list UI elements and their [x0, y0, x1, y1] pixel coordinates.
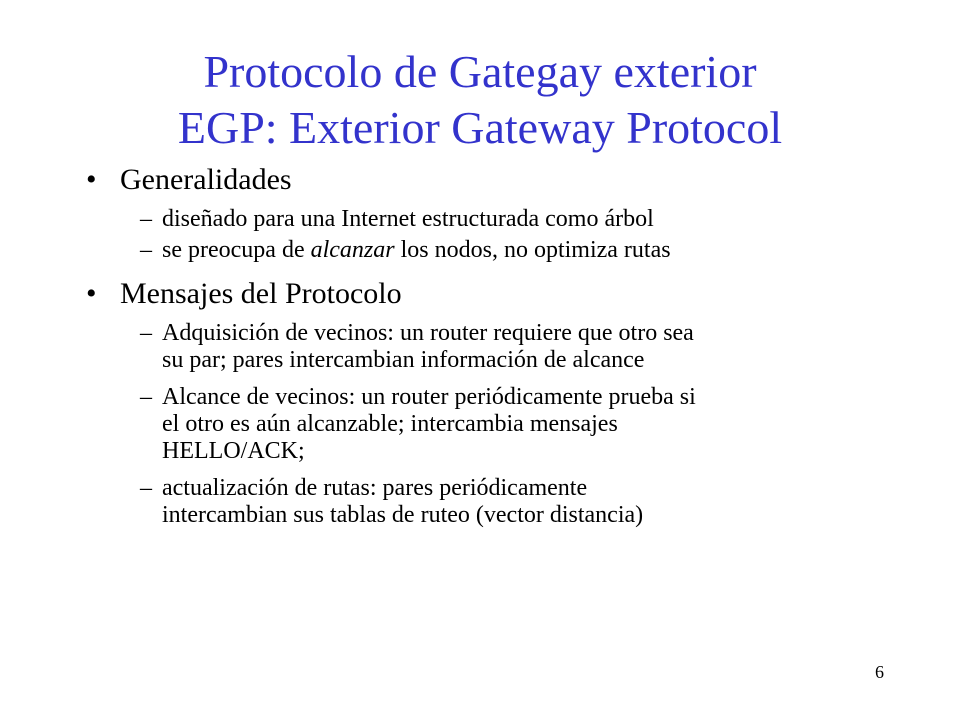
- sub-item-text: diseñado para una Internet estructurada como árbol: [162, 206, 654, 232]
- sub-list-mensajes: [86, 320, 886, 529]
- sub-item: [86, 206, 886, 233]
- bullet-icon: •: [86, 163, 97, 196]
- sub-item: [86, 320, 886, 374]
- dash-icon: –: [140, 206, 152, 232]
- page-number: 6: [875, 662, 884, 682]
- sub-item-line: HELLO/ACK;: [162, 438, 305, 464]
- slide-title-line-1: Protocolo de Gategay exterior: [203, 46, 757, 97]
- sub-item-emphasis: alcanzar: [310, 237, 395, 263]
- bullet-heading: Mensajes del Protocolo: [120, 277, 402, 310]
- dash-icon: –: [140, 320, 152, 346]
- bullet-icon: •: [86, 277, 97, 310]
- sub-item: [86, 384, 886, 465]
- bullet-mensajes: [86, 276, 886, 312]
- bullet-heading: Generalidades: [120, 163, 292, 196]
- sub-item-text-pre: se preocupa de: [162, 237, 311, 263]
- sub-item-line: su par; pares intercambian información de alcance: [162, 347, 645, 373]
- sub-list-generalidades: [86, 206, 886, 264]
- sub-item-text-post: los nodos, no optimiza rutas: [394, 237, 671, 263]
- sub-item: [86, 475, 886, 529]
- dash-icon: –: [140, 384, 152, 410]
- slide-title-line-2: EGP: Exterior Gateway Protocol: [177, 102, 783, 153]
- dash-icon: –: [140, 237, 152, 263]
- sub-item-line: Adquisición de vecinos: un router requiere que otro sea: [162, 320, 694, 346]
- sub-item-line: actualización de rutas: pares periódicamente: [162, 475, 588, 501]
- sub-item-text: [162, 237, 886, 264]
- sub-item-line: Alcance de vecinos: un router periódicamente prueba si: [162, 384, 696, 410]
- sub-item: [86, 237, 886, 264]
- dash-icon: –: [140, 475, 152, 501]
- slide-title: [0, 44, 960, 156]
- bullet-generalidades: [86, 162, 886, 198]
- slide-body: [86, 162, 886, 539]
- sub-item-line: intercambian sus tablas de ruteo (vector distancia): [162, 502, 644, 528]
- sub-item-line: el otro es aún alcanzable; intercambia mensajes: [162, 411, 618, 437]
